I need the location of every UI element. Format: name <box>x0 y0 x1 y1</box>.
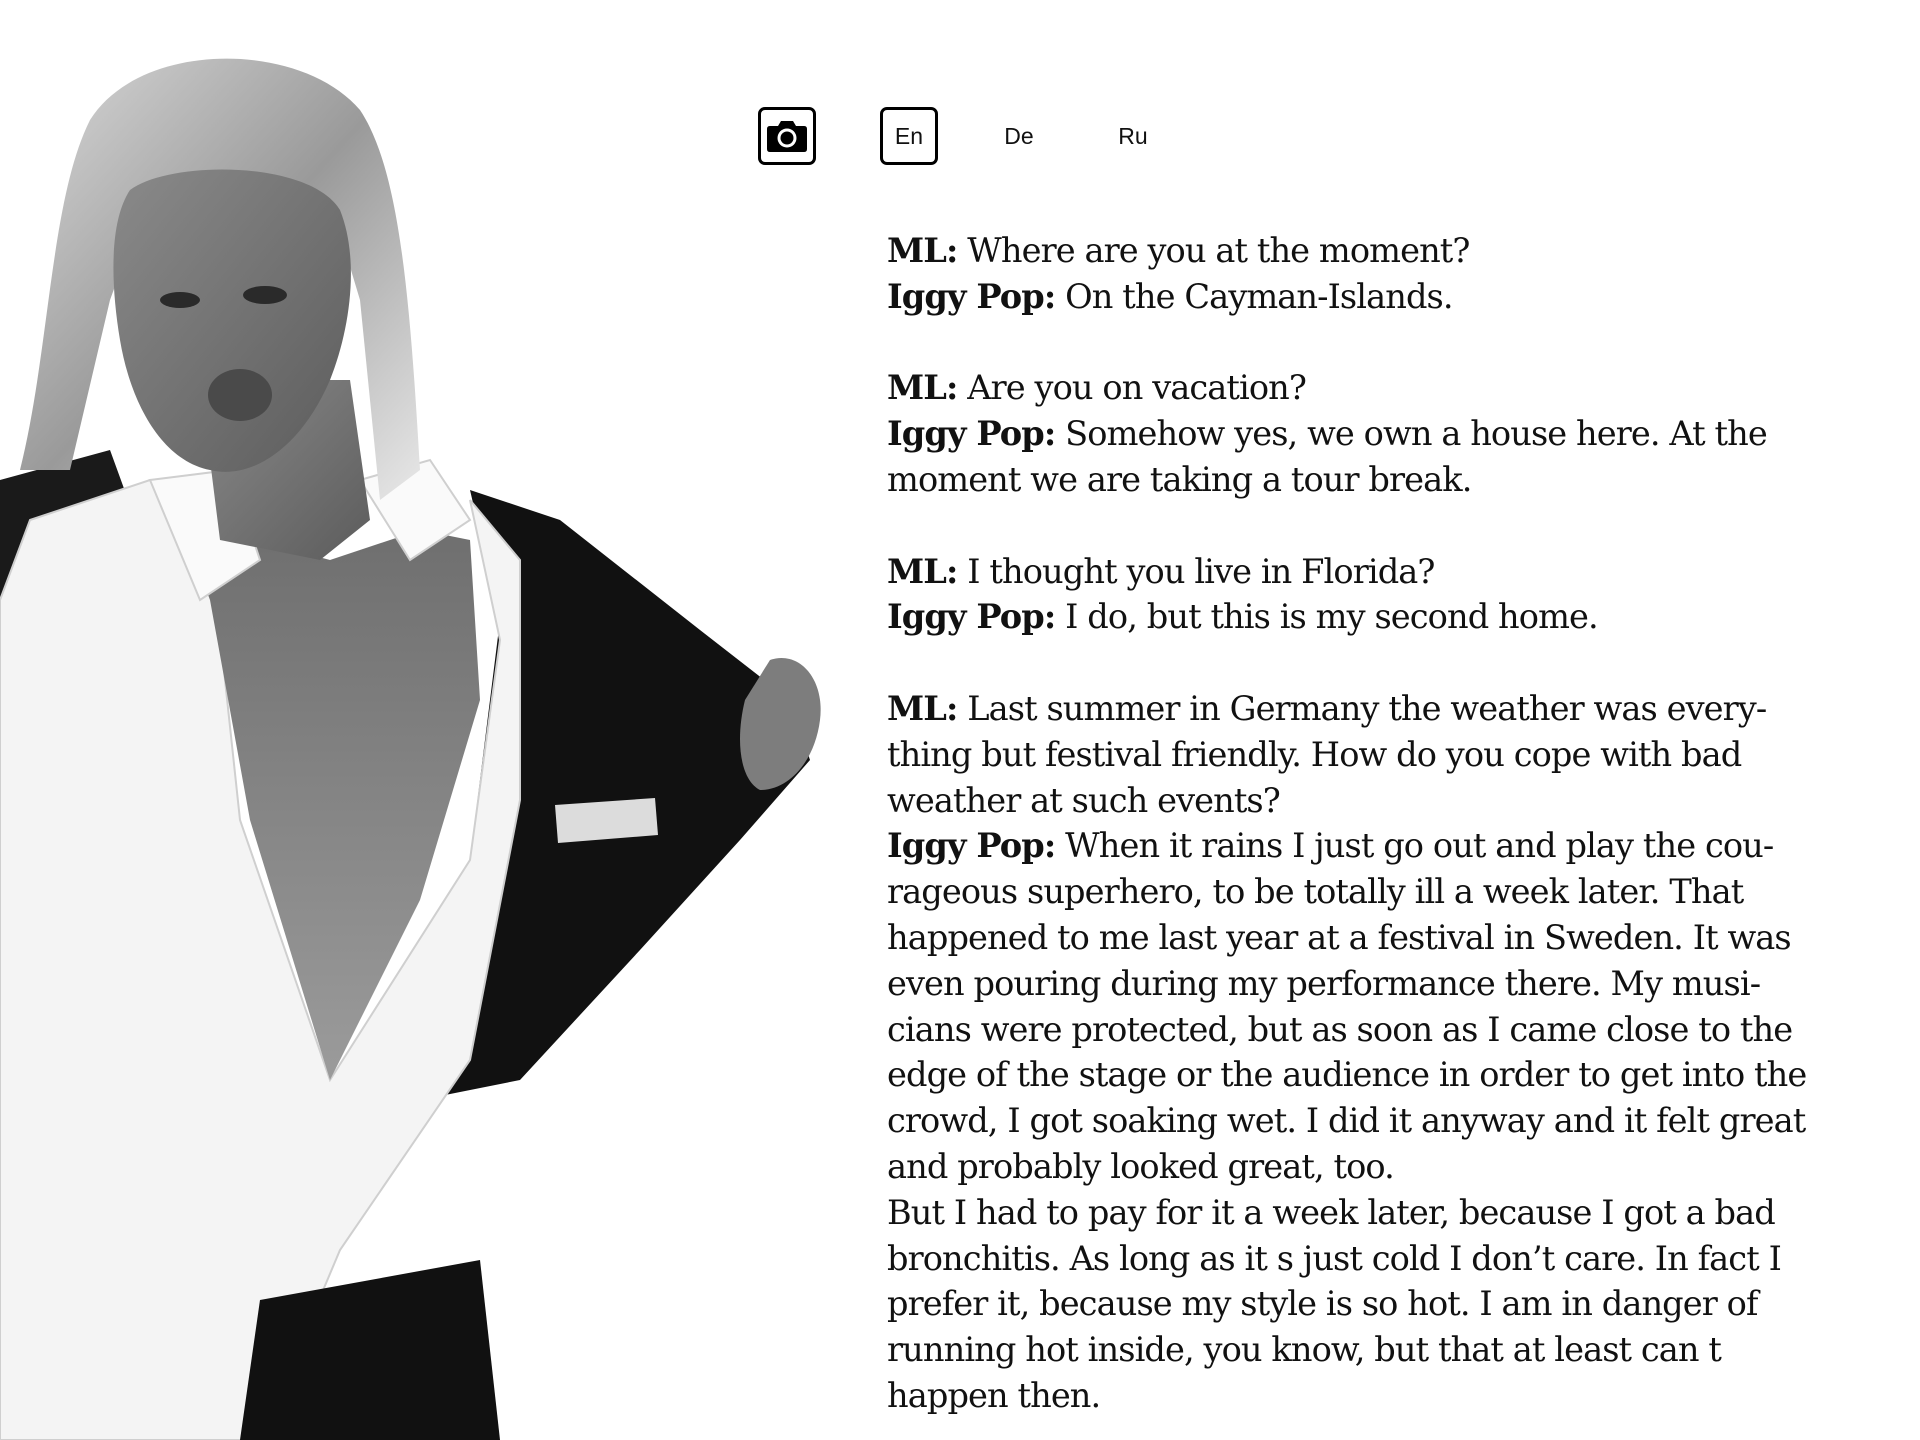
answer-text: On the Cayman-Islands. <box>1055 276 1453 316</box>
answer-text: edge of the stage or the audience in order to get into the <box>887 1055 1807 1095</box>
question-text: Where are you at the moment? <box>957 231 1470 270</box>
language-en-button[interactable]: En <box>880 107 938 165</box>
question-text: Last summer in Germany the weather was every- <box>957 688 1767 728</box>
answer-text: rageous superhero, to be totally ill a week later. That <box>887 872 1744 912</box>
answer-text: cians were protected, but as soon as I came close to the <box>887 1009 1793 1049</box>
language-ru-button[interactable]: Ru <box>1118 122 1148 149</box>
question-line <box>887 365 1897 411</box>
answer-line <box>887 594 1897 640</box>
answer-text: even pouring during my performance there. My musi- <box>887 963 1761 1003</box>
answer-text: Somehow yes, we own a house here. At the <box>1055 414 1767 454</box>
interviewer-label: ML: <box>887 367 958 408</box>
question-text: Are you on vacation? <box>957 368 1306 408</box>
question-text: weather at such events? <box>887 780 1280 820</box>
interviewee-label: Iggy Pop: <box>887 275 1056 316</box>
answer-text: But I had to pay for it a week later, because I got a bad <box>887 1192 1775 1232</box>
answer-text: prefer it, because my style is so hot. I am in danger of <box>887 1284 1758 1324</box>
interviewer-label: ML: <box>887 230 958 270</box>
portrait-illustration <box>0 0 860 1440</box>
portrait-photo <box>0 0 860 1440</box>
interviewer-label: ML: <box>887 550 958 591</box>
interviewee-label: Iggy Pop: <box>887 596 1056 637</box>
qa-block <box>887 549 1897 641</box>
interviewee-label: Iggy Pop: <box>887 413 1056 454</box>
answer-text: happen then. <box>887 1375 1101 1415</box>
answer-text: running hot inside, you know, but that at least can t <box>887 1330 1722 1370</box>
answer-text: happened to me last year at a festival in Sweden. It was <box>887 917 1791 957</box>
question-text: thing but festival friendly. How do you cope with bad <box>887 734 1742 774</box>
interview-text <box>887 228 1897 1419</box>
answer-line <box>887 274 1897 320</box>
answer-text: When it rains I just go out and play the cou- <box>1055 826 1774 866</box>
question-line <box>887 549 1897 595</box>
answer-line <box>887 411 1897 457</box>
qa-block <box>887 365 1897 502</box>
question-line <box>887 228 1897 274</box>
question-line <box>887 686 1897 732</box>
qa-block <box>887 228 1897 320</box>
interviewee-label: Iggy Pop: <box>887 825 1056 866</box>
toolbar <box>758 107 1218 167</box>
language-de-button[interactable]: De <box>1004 122 1034 149</box>
interviewer-label: ML: <box>887 687 958 728</box>
answer-text: bronchitis. As long as it s just cold I don’t care. In fact I <box>887 1238 1781 1278</box>
answer-text: and probably looked great, too. <box>887 1146 1394 1186</box>
answer-text: moment we are taking a tour break. <box>887 459 1472 499</box>
camera-button[interactable] <box>758 107 816 165</box>
camera-icon <box>766 119 808 153</box>
answer-line <box>887 823 1897 869</box>
question-text: I thought you live in Florida? <box>957 551 1435 591</box>
answer-text: I do, but this is my second home. <box>1055 597 1598 637</box>
answer-text: crowd, I got soaking wet. I did it anyway and it felt great <box>887 1101 1806 1141</box>
qa-block <box>887 686 1897 1419</box>
